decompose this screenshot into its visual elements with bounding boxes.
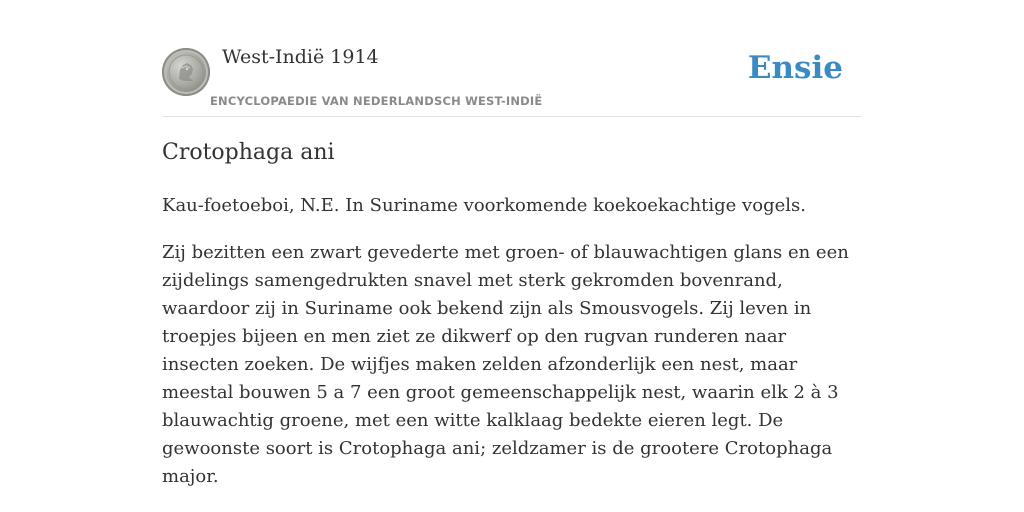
book-title-link[interactable]: West-Indië 1914 bbox=[222, 46, 379, 68]
brand-logo-link[interactable]: Ensie bbox=[747, 50, 843, 86]
book-subtitle: ENCYCLOPAEDIE VAN NEDERLANDSCH WEST-INDIË bbox=[210, 94, 543, 108]
entry-paragraph-intro: Kau-foetoeboi, N.E. In Suriname voorkomende koekoekachtige vogels. bbox=[162, 195, 806, 216]
coin-icon[interactable] bbox=[162, 48, 210, 96]
header bbox=[162, 40, 862, 117]
entry-paragraph-description: Zij bezitten een zwart gevederte met groen- of blauwachtigen glans en een zijdelings samengedrukten snavel met sterk gekromden bovenrand, waardoor zij in Suriname ook bekend zijn als Smousvogels. Zij leven in troepjes bijeen en men ziet ze dikwerf op den rugvan runderen naar insecten zoeken. De wijfjes maken zelden afzonderlijk een nest, maar meestal bouwen 5 a 7 een groot gemeenschappelijk nest, waarin elk 2 à 3 blauwachtig groene, met een witte kalklaag bedekte eieren legt. De gewoonste soort is Crotophaga ani; zeldzamer is de grootere Crotophaga major. bbox=[162, 242, 849, 487]
entry-body bbox=[162, 192, 862, 510]
coin-relief bbox=[162, 48, 210, 96]
entry-title: Crotophaga ani bbox=[162, 140, 335, 165]
